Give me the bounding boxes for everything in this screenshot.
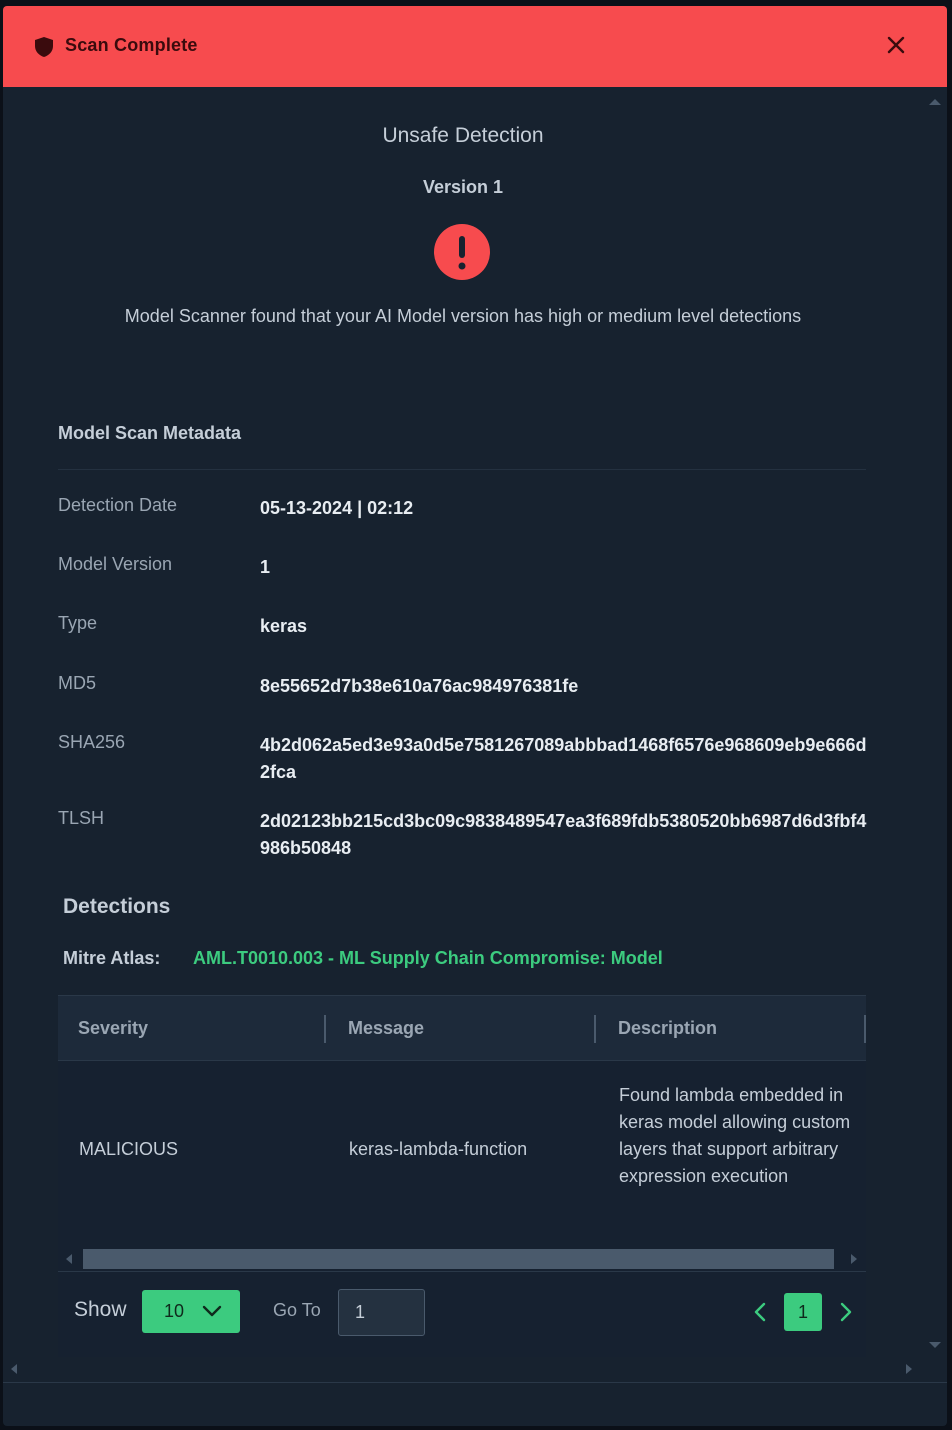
metadata-label: Detection Date xyxy=(58,495,178,515)
severity-cell: MALICIOUS xyxy=(79,1139,179,1159)
pagination-bar xyxy=(58,1271,866,1357)
detections-table xyxy=(58,995,866,1357)
scan-message: Model Scanner found that your AI Model version has high or medium level detections xyxy=(124,306,802,326)
column-header-message[interactable]: Message xyxy=(348,1018,425,1038)
scroll-down-arrow[interactable] xyxy=(929,1342,941,1348)
goto-page-input[interactable] xyxy=(338,1289,425,1336)
metadata-value: 2d02123bb215cd3bc09c9838489547ea3f689fdb5380520bb6987d6d3fbf4986b50848 xyxy=(260,811,867,858)
column-header-severity[interactable]: Severity xyxy=(78,1018,149,1038)
goto-label: Go To xyxy=(273,1300,321,1320)
table-row xyxy=(58,1061,866,1241)
scroll-left-arrow[interactable] xyxy=(66,1254,72,1264)
detection-status-title: Unsafe Detection xyxy=(382,124,544,147)
column-resize-handle[interactable] xyxy=(864,1015,866,1043)
column-header-description[interactable]: Description xyxy=(618,1018,718,1038)
modal-title: Scan Complete xyxy=(65,35,198,55)
exclamation-icon xyxy=(433,223,491,281)
page-button-current[interactable]: 1 xyxy=(784,1293,822,1331)
metadata-value: 4b2d062a5ed3e93a0d5e7581267089abbbad1468f6576e968609eb9e666d2fca xyxy=(260,735,867,782)
metadata-value: keras xyxy=(260,616,308,636)
chevron-left-icon[interactable] xyxy=(752,1302,768,1322)
page-size-select[interactable] xyxy=(142,1290,240,1333)
detections-heading: Detections xyxy=(63,895,171,918)
scroll-right-arrow[interactable] xyxy=(851,1254,857,1264)
page-size-value: 10 xyxy=(164,1301,185,1321)
modal-body[interactable] xyxy=(3,87,947,1382)
chevron-right-icon[interactable] xyxy=(838,1302,854,1322)
scroll-right-arrow[interactable] xyxy=(906,1364,912,1374)
version-label: Version 1 xyxy=(422,177,504,197)
table-header xyxy=(58,995,866,1061)
shield-icon xyxy=(35,37,53,57)
metadata-value: 05-13-2024 | 02:12 xyxy=(260,498,414,518)
horizontal-scrollbar[interactable] xyxy=(58,1247,866,1269)
mitre-atlas-link[interactable]: AML.T0010.003 - ML Supply Chain Compromise: Model xyxy=(193,948,663,968)
scan-result-modal xyxy=(3,6,947,1426)
mitre-atlas-label: Mitre Atlas: xyxy=(63,948,161,968)
chevron-down-icon xyxy=(202,1303,222,1319)
scroll-up-arrow[interactable] xyxy=(929,99,941,105)
metadata-label: Model Version xyxy=(58,554,173,574)
divider xyxy=(58,469,866,470)
description-cell: Found lambda embedded in keras model allowing custom layers that support arbitrary expression execution xyxy=(619,1085,851,1186)
modal-header xyxy=(3,6,947,87)
scrollbar-thumb[interactable] xyxy=(83,1249,834,1269)
metadata-label: MD5 xyxy=(58,673,97,693)
metadata-value: 1 xyxy=(260,557,271,577)
scroll-left-arrow[interactable] xyxy=(11,1364,17,1374)
metadata-label: SHA256 xyxy=(58,732,126,752)
metadata-value: 8e55652d7b38e610a76ac984976381fe xyxy=(260,676,579,696)
column-resize-handle[interactable] xyxy=(324,1015,326,1043)
close-icon[interactable] xyxy=(883,32,909,58)
metadata-label: Type xyxy=(58,613,98,633)
metadata-label: TLSH xyxy=(58,808,105,828)
modal-footer-divider xyxy=(3,1382,947,1383)
column-resize-handle[interactable] xyxy=(594,1015,596,1043)
metadata-heading: Model Scan Metadata xyxy=(58,423,242,443)
message-cell: keras-lambda-function xyxy=(349,1139,528,1159)
show-label: Show xyxy=(74,1298,127,1321)
